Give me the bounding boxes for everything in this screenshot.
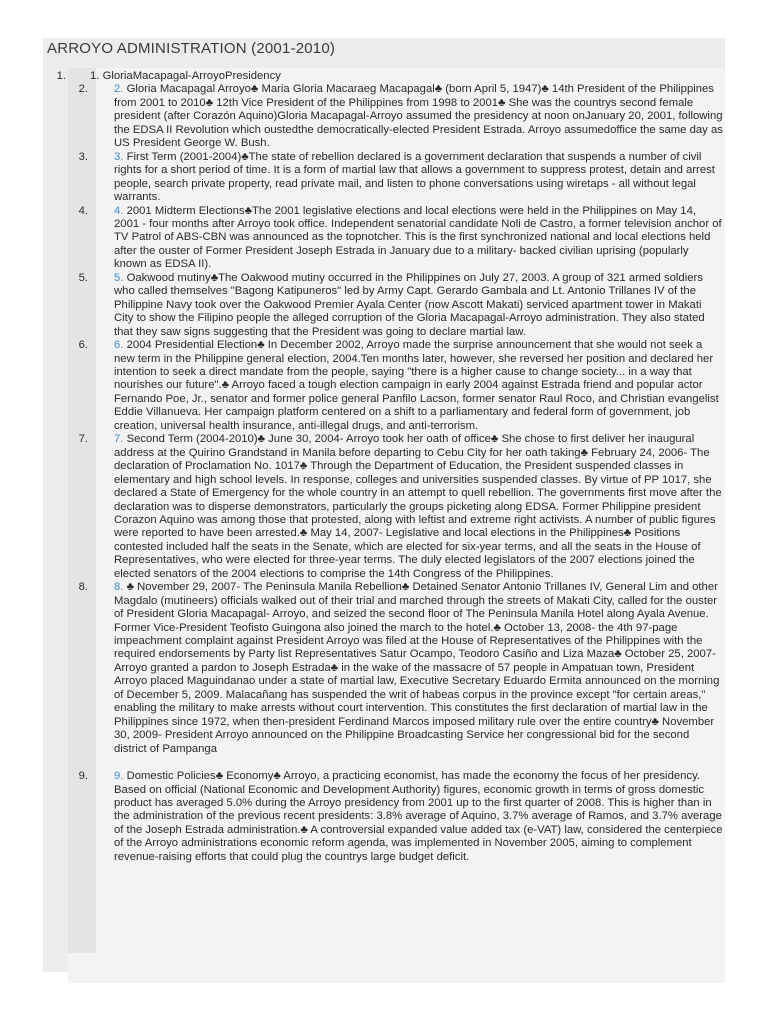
item-text: Domestic Policies♣ Economy♣ Arroyo, a practicing economist, has made the economy the focus of her presidency. Based on official (National Economic and Development Authority) figures, economic growth in terms of gross domestic product has averaged 5.0% during the Arroyo presidency from 2001 up to the first quarter of 2008. This is higher than in the administration of the previous recent presidents: 3.8% average of Aquino, 3.7% average of Ramos, and 3.7% average of the Joseph Estrada administration.♣ A controversial expanded value added tax (e-VAT) law, considered the centerpiece of the Arroyo administrations economic reform agenda, was implemented in November 2005, aiming to complement revenue-raising efforts that could plug the countrys large budget deficit. (114, 770, 723, 863)
list-marker: 8. (78, 581, 88, 594)
item-number-link[interactable]: 5. (114, 271, 127, 284)
item-text: 2004 Presidential Election♣ In December 2002, Arroyo made the surprise announcement that she would not seek a new term in the Philippine general election, 2004.Ten months later, however, she reversed her position and declared her intention to seek a direct mandate from the people, saying "there is a higher cause to change society... in a way that nourishes our future".♣ Arroyo faced a tough election campaign in early 2004 against Estrada friend and popular actor Fernando Poe, Jr., senator and former police general Panfilo Lacson, former senator Raul Roco, and Christian evangelist Eddie Villanueva. Her campaign platform centered on a shift to a parliamentary and federal form of government, job creation, universal health insurance, anti-illegal drugs, and anti-terrorism. (114, 339, 719, 432)
item-text: Gloria Macapagal Arroyo♣ Maria Gloria Macaraeg Macapagal♣ (born April 5, 1947)♣ 14th President of the Philippines from 2001 to 2010♣ 12th Vice President of the Philippines from 1998 to 2001♣ She was the countrys second female president (after Corazón Aquino)Gloria Macapagal-Arroyo assumed the presidency at noon onJanuary 20, 2001, following the EDSA II Revolution which oustedthe democratically-elected President Estrada. Arroyo assumedoffice the same day as US President George W. Bush. (114, 83, 723, 150)
presidency-list (56, 70, 723, 864)
item-number-link[interactable]: 4. (114, 204, 127, 217)
list-item-3 (68, 151, 723, 205)
item-text: GloriaMacapagal-ArroyoPresidency (102, 70, 281, 82)
list-item-4 (68, 205, 723, 272)
item-number-link[interactable]: 8. (114, 581, 127, 594)
list-item-9 (68, 770, 723, 864)
list-marker: 4. (78, 204, 88, 217)
list-item-7 (68, 433, 723, 581)
document-sheet (43, 38, 725, 972)
list-item-1 (56, 70, 723, 83)
item-text: Second Term (2004-2010)♣ June 30, 2004- Arroyo took her oath of office♣ She chose to first deliver her inaugural address at the Quirino Grandstand in Manila before departing to Cebu City for her oath taking♣ February 24, 2006- The declaration of Proclamation No. 1017♣ Through the Department of Education, the President suspended classes in elementary and high school levels. In response, colleges and universities suspended classes. By virtue of PP 1017, she declared a State of Emergency for the whole country in an attempt to quell rebellion. The governments first move after the declaration was to disperse demonstrators, particularly the groups picketing along EDSA. Former Philippine president Corazon Aquino was among those that protested, along with leftist and extreme right activists. A number of public figures were reported to have been arrested.♣ May 14, 2007- Legislative and local elections in the Philippines♣ Positions contested included half the seats in the Senate, which are elected for six-year terms, and all the seats in the House of Representatives, who were elected for three-year terms. The duly elected legislators of the 2007 elections joined the elected senators of the 2004 elections to comprise the 14th Congress of the Philippines. (114, 433, 722, 580)
list-item-6 (68, 339, 723, 433)
item-number-link[interactable]: 7. (114, 433, 127, 446)
list-marker: 6. (78, 339, 88, 352)
item-number-link[interactable]: 2. (114, 83, 127, 96)
item-number: 1. (90, 70, 103, 82)
item-text: First Term (2001-2004)♣The state of rebellion declared is a government declaration that suspends a number of civil rights for a short period of time. It is a form of martial law that allows a government to suppress protest, detain and arrest people, search private property, read private mail, and listen to phone conversations using wiretaps - all without legal warrants. (114, 150, 715, 204)
list-item-5 (68, 272, 723, 339)
list-marker: 1. (56, 70, 66, 82)
list-marker: 7. (78, 433, 88, 446)
document-title: ARROYO ADMINISTRATION (2001-2010) (47, 40, 336, 57)
item-number-link[interactable]: 9. (114, 770, 127, 783)
list-marker: 3. (78, 150, 88, 163)
item-text: ♣ November 29, 2007- The Peninsula Manila Rebellion♣ Detained Senator Antonio Trillanes IV, General Lim and other Magdalo (mutineers) officials walked out of their trial and marched through the streets of Makati City, called for the ouster of President Gloria Macapagal- Arroyo, and seized the second floor of The Peninsula Manila Hotel along Ayala Avenue. Former Vice-President Teofisto Guingona also joined the march to the hotel.♣ October 13, 2008- the 4th 97-page impeachment complaint against President Arroyo was filed at the House of Representatives of the Philippines with the required endorsements by Party list Representatives Satur Ocampo, Teodoro Casiño and Liza Maza♣ October 25, 2007- Arroyo granted a pardon to Joseph Estrada♣ in the wake of the massacre of 57 people in Ampatuan town, President Arroyo placed Maguindanao under a state of martial law, Executive Secretary Eduardo Ermita announced on the morning of December 5, 2009. Malacañang has suspended the writ of habeas corpus in the province except "for certain areas," enabling the military to make arrests without court intervention. This constitutes the first declaration of martial law in the Philippines since 1972, when then-president Ferdinand Marcos imposed military rule over the entire country♣ November 30, 2009- President Arroyo announced on the Philippine Broadcasting Service her congressional bid for the second district of Pampanga (114, 581, 720, 755)
list-item-2 (68, 83, 723, 150)
list-marker: 5. (78, 271, 88, 284)
item-number-link[interactable]: 6. (114, 339, 127, 352)
list-item-8 (68, 581, 723, 756)
item-text: 2001 Midterm Elections♣The 2001 legislative elections and local elections were held in the Philippines on May 14, 2001 - four months after Arroyo took office. Independent senatorial candidate Noli de Castro, a former television anchor of TV Patrol of ABS-CBN was announced as the topnotcher. This is the first synchronized national and local elections held after the ouster of Former President Joseph Estrada in January due to a military- backed civilian uprising (popularly known as EDSA II). (114, 204, 722, 271)
item-number-link[interactable]: 3. (114, 150, 127, 163)
item-text: Oakwood mutiny♣The Oakwood mutiny occurred in the Philippines on July 27, 2003. A group of 321 armed soldiers who called themselves "Bagong Katipuneros" led by Army Capt. Gerardo Gambala and Lt. Antonio Trillanes IV of the Philippine Navy took over the Oakwood Premier Ayala Center (now Ascott Makati) serviced apartment tower in Makati City to show the Filipino people the alleged corruption of the Gloria Macapagal-Arroyo administration. They also stated that they saw signs suggesting that the President was going to declare martial law. (114, 271, 705, 338)
list-marker: 9. (78, 770, 88, 783)
list-marker: 2. (78, 83, 88, 96)
